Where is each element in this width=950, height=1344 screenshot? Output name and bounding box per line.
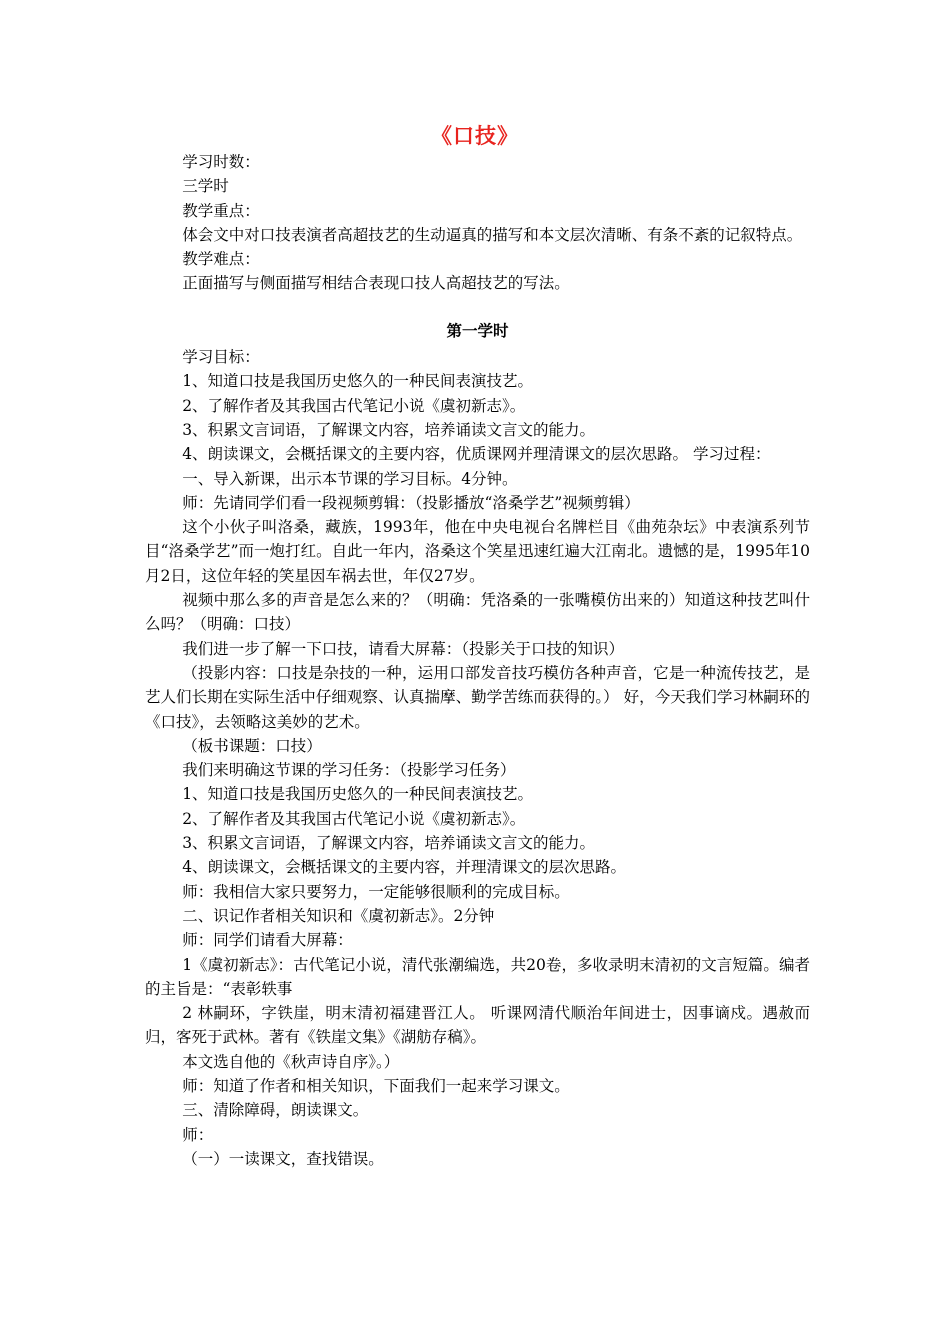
paragraph: 2 林嗣环，字铁崖，明末清初福建晋江人。 听课网清代顺治年间进士，因事谪戍。遇赦而归，客死于武林。著有《铁崖文集》《湖舫存稿》。 — [145, 1004, 810, 1047]
paragraph: 三学时 — [182, 177, 229, 196]
paragraph: 三、清除障碍，朗读课文。 — [182, 1101, 369, 1120]
paragraph: 这个小伙子叫洛桑，藏族，1993年，他在中央电视台名牌栏目《曲苑杂坛》中表演系列节目“洛桑学艺”而一炮打红。自此一年内，洛桑这个笑星迅速红遍大江南北。遗憾的是，1995年10月2日，这位年轻的笑星因车祸去世，年仅27岁。 — [145, 518, 810, 585]
paragraph: 二、识记作者相关知识和《虞初新志》。2分钟 — [182, 906, 495, 925]
paragraph: 3、积累文言词语，了解课文内容，培养诵读文言文的能力。 — [182, 834, 596, 853]
paragraph: 2、了解作者及其我国古代笔记小说《虞初新志》。 — [182, 396, 526, 415]
paragraph: 4、朗读课文，会概括课文的主要内容，优质课网并理清课文的层次思路。 学习过程： — [182, 445, 771, 464]
paragraph: 体会文中对口技表演者高超技艺的生动逼真的描写和本文层次清晰、有条不紊的记叙特点。 — [182, 225, 803, 244]
section-heading: 第一学时 — [446, 320, 509, 340]
paragraph: 我们来明确这节课的学习任务：（投影学习任务） — [182, 761, 516, 780]
paragraph: 学习目标： — [182, 348, 260, 367]
paragraph: 4、朗读课文，会概括课文的主要内容，并理清课文的层次思路。 — [182, 858, 627, 877]
paragraph: 1《虞初新志》：古代笔记小说，清代张潮编选，共20卷，多收录明末清初的文言短篇。编者的主旨是：“表彰轶事 — [145, 955, 810, 998]
document-title: 《口技》 — [431, 123, 519, 148]
paragraph: 教学难点： — [182, 250, 260, 269]
paragraph: 我们进一步了解一下口技，请看大屏幕：（投影关于口技的知识） — [182, 639, 624, 658]
paragraph: 师：同学们请看大屏幕： — [182, 931, 353, 950]
document-body — [145, 150, 810, 1171]
paragraph: 视频中那么多的声音是怎么来的？（明确：凭洛桑的一张嘴模仿出来的）知道这种技艺叫什么吗？（明确：口技） — [145, 591, 810, 634]
paragraph: 正面描写与侧面描写相结合表现口技人高超技艺的写法。 — [182, 274, 570, 293]
paragraph: 师： — [182, 1125, 214, 1144]
paragraph: 师：我相信大家只要努力，一定能够很顺利的完成目标。 — [182, 882, 570, 901]
paragraph: 1、知道口技是我国历史悠久的一种民间表演技艺。 — [182, 372, 534, 391]
paragraph: 1、知道口技是我国历史悠久的一种民间表演技艺。 — [182, 785, 534, 804]
paragraph: 师：先请同学们看一段视频剪辑：（投影播放“洛桑学艺”视频剪辑） — [182, 493, 640, 512]
paragraph: 一、导入新课，出示本节课的学习目标。4分钟。 — [182, 469, 518, 488]
paragraph: （板书课题：口技） — [182, 736, 322, 755]
paragraph: （一）一读课文，查找错误。 — [182, 1149, 384, 1168]
paragraph: 学习时数： — [182, 153, 260, 171]
paragraph: （投影内容：口技是杂技的一种，运用口部发音技巧模仿各种声音，它是一种流传技艺，是艺人们长期在实际生活中仔细观察、认真揣摩、勤学苦练而获得的。） 好，今天我们学习林嗣环的《口技》，去领略这美妙的艺术。 — [145, 663, 810, 731]
paragraph: 2、了解作者及其我国古代笔记小说《虞初新志》。 — [182, 809, 526, 828]
paragraph: 3、积累文言词语，了解课文内容，培养诵读文言文的能力。 — [182, 420, 596, 439]
paragraph: 师：知道了作者和相关知识，下面我们一起来学习课文。 — [182, 1076, 570, 1095]
paragraph: 教学重点： — [182, 201, 260, 220]
paragraph: 本文选自他的《秋声诗自序》。） — [182, 1052, 400, 1071]
